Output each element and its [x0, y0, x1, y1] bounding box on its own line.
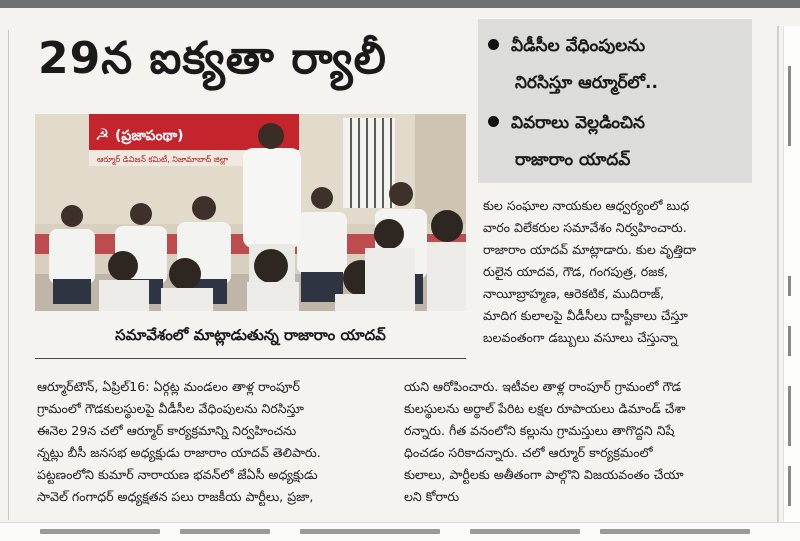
article-line: బలవంతంగా డబ్బులు వసూలు చేస్తున్నా — [483, 330, 678, 345]
article-line: మాదిగ కులాలపై వీడీసీలు దాష్టీకాలు చేస్తూ — [483, 308, 688, 323]
article-line: యని ఆరోపించారు. ఇటీవల తాళ్ల రాంపూర్ గ్రామంలో గౌడ — [404, 379, 682, 394]
article-line: రన్నారు. గీత వనంలోని కల్లును గ్రామస్తులు తాగొద్దని నిషే — [404, 423, 675, 438]
meeting-photo — [35, 114, 466, 311]
next-article-strip — [0, 522, 800, 541]
highlight-line: వివరాలు వెల్లడించిన — [511, 113, 645, 133]
highlight-line: నిరసిస్తూ ఆర్మూర్‌లో.. — [515, 73, 658, 93]
article-column-middle — [404, 376, 756, 508]
highlights-box — [478, 19, 752, 183]
article-line: కులాలు, పార్టీలకు అతీతంగా పాల్గొని విజయవంతం చేయా — [404, 467, 684, 482]
article-column-right — [483, 195, 753, 349]
svg-text:☭: ☭ — [95, 125, 110, 144]
photo-caption: సమావేశంలో మాట్లాడుతున్న రాజారాం యాదవ్ — [35, 312, 466, 359]
bullet-icon — [488, 39, 499, 50]
column-divider-rule — [777, 26, 779, 526]
article-line: కులస్థులను అర్థాల్ పేరిట లక్షల రూపాయలు డిమాండ్ చేశా — [404, 401, 686, 416]
article-line: వారం విలేకరుల సమావేశం నిర్వహించారు. — [483, 220, 687, 235]
highlight-item — [488, 28, 746, 102]
article-line: పట్టణంలోని కుమార్ నారాయణ భవన్‌లో జేఏసీ అధ్యక్షుడు — [37, 467, 318, 482]
article-line: కుల సంఘాల నాయకుల ఆధ్వర్యంలో బుధ — [483, 198, 690, 213]
headline: 29న ఐక్యతా ర్యాలీ — [38, 33, 387, 84]
article-line: రాజారాం యాదవ్ మాట్లాడారు. కుల వృత్తిదా — [483, 242, 697, 257]
adjacent-page-edge — [783, 26, 800, 526]
article-line: ఈనెల 29న చలో ఆర్మూర్ కార్యక్రమాన్ని నిర్వహించను — [37, 423, 297, 438]
highlight-line: వీడీసీల వేధింపులను — [511, 36, 646, 56]
article-line: గ్రామంలో గౌడకులస్థులపై వీడీసీల వేధింపులను నిరసిస్తూ — [37, 401, 304, 416]
banner-subtitle: ఆర్మూర్ డివిజన్ కమిటీ, నిజామాబాద్ జిల్లా — [97, 155, 229, 164]
article-line: ధించడం సరికాదన్నారు. చలో ఆర్మూర్ కార్యక్రమంలో — [404, 445, 653, 460]
bullet-icon — [488, 116, 499, 127]
article-line: న్నట్లు బీసీ జనసభ అధ్యక్షుడు రాజారాం యాదవ్ తెలిపారు. — [37, 445, 321, 460]
article-line: లని కోరారు — [404, 489, 460, 504]
highlight-line: రాజారాం యాదవ్ — [515, 150, 631, 170]
article-line: రులైన యాదవ, గౌడ, గంగపుత్ర, రజక, — [483, 264, 669, 279]
article-line: ఆర్మూర్‌టౌన్, ఏప్రిల్16: ఏర్గట్ల మండలం తాళ్ల రాంపూర్ — [37, 379, 300, 394]
banner-title: (ప్రజాపంథా) — [115, 128, 184, 144]
article-line: సావెల్ గంగాధర్ అధ్యక్షతన పలు రాజకీయ పార్టీలు, ప్రజా, — [37, 489, 314, 504]
left-margin-rule — [8, 30, 9, 520]
highlight-item — [488, 105, 746, 179]
top-frame-bar — [0, 0, 800, 8]
article-line: నాయీబ్రాహ్మణ, ఆరెకటిక, ముదిరాజ్, — [483, 286, 665, 301]
article-column-left — [37, 376, 397, 508]
